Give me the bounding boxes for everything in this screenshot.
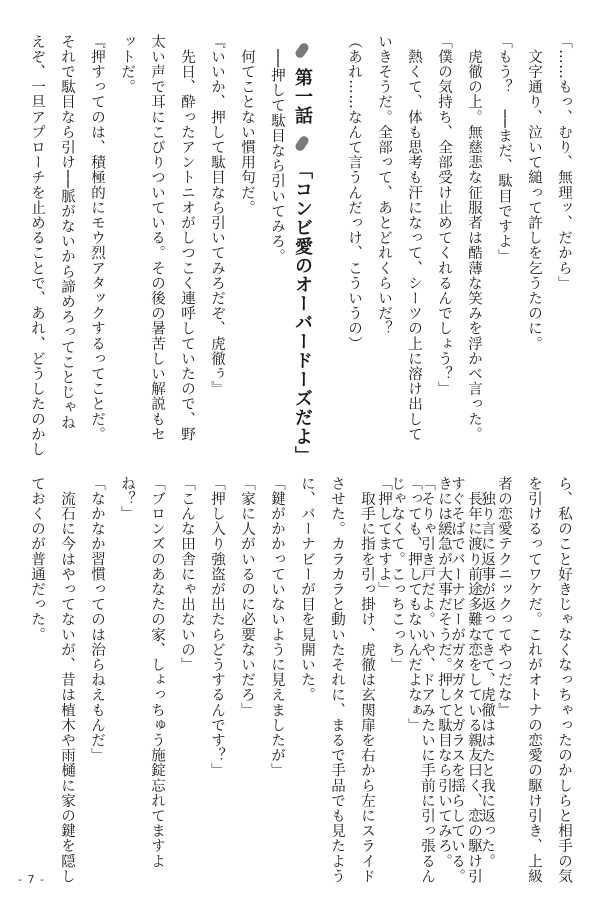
text-line: 取手に指を引っ掛け、虎徹は玄関扉を右から左にスライド: [359, 476, 375, 884]
text-line: させた。カラカラと動いたそれに、まるで手品でも見たよう: [329, 476, 345, 884]
text-block-bottom-left: [22, 476, 502, 886]
text-line: （あれ……なんて言うんだっけ、こういうの）: [346, 34, 362, 352]
text-line: 「鍵がかかっていないように見えましたが」: [269, 476, 285, 778]
chapter-title-text: 「コンビ愛のオーバードーズだよ」: [292, 160, 313, 465]
text-line: 者の恋愛テクニックってやつだな』: [496, 476, 512, 718]
text-block-top-left: [22, 34, 292, 457]
text-line: 虎徹の上。無慈悲な征服者は酷薄な笑みを浮かべ言った。: [466, 34, 482, 442]
text-line: 長年に渡り前途多難な恋をしている親友曰く、恋の駆け引: [466, 476, 482, 884]
text-line: 流石に今はやってないが、昔は植木や雨樋に家の鍵を隠し: [59, 476, 75, 884]
text-line: 文字通り、泣いて縋って許しを乞うたのに。: [526, 34, 542, 352]
text-line: 「っても、押してもないんだよなぁ」: [406, 476, 422, 733]
text-line: 「押し入り強盗が出たらどうするんです？」: [209, 476, 225, 778]
text-line: きには緩急が大事だそうだ。押して駄目なら引いてみろ。: [436, 476, 452, 869]
text-line: 「……もっ、むり、無理ッ、だから」: [556, 34, 572, 291]
text-line: じゃなくて。こっちこっち」: [389, 476, 405, 673]
text-line: それで駄目なら引け──脈がないから諦めろってことじゃね: [59, 34, 75, 431]
text-line: 熱くて、体も思考も汗になって、シーツの上に溶け出して: [406, 34, 422, 442]
text-line: 先日、酔ったアントニオがしつこく連呼していたので、野: [179, 34, 195, 442]
text-line: ットだ。: [119, 34, 135, 95]
text-line: 「家に人がいるのに必要ないだろ」: [239, 476, 255, 718]
text-line: 「こんな田舎にゃ出ないの」: [179, 476, 195, 673]
text-line: ね？」: [119, 476, 135, 522]
text-line: に、バーナビーが目を見開いた。: [299, 476, 315, 703]
text-line: 「押してますよ」: [376, 476, 392, 597]
text-line: 「なかなか習慣ってのは治らねえもんだ」: [89, 476, 105, 763]
text-line: 「もう？ ──まだ、駄目ですよ」: [496, 34, 512, 265]
page-number: - 7 -: [18, 873, 45, 886]
text-line: 「僕の気持ち、全部受け止めてくれるんでしょう？」: [436, 34, 452, 397]
text-line: 『押すってのは、積極的にモウ烈アタックするってことだ。: [89, 34, 105, 442]
text-line: 「ブロンズのあなたの家、しょっちゅう施錠忘れてますよ: [149, 476, 165, 869]
text-line: 『いいか、押して駄目なら引いてみろだぞ、虎徹ぅ』: [209, 34, 225, 397]
text-line: ておくのが普通だった。: [29, 476, 45, 643]
text-line: を引けるってワケだ。これがオトナの恋愛の駆け引き、上級: [526, 476, 542, 884]
text-line: えぞ、一旦アプローチを止めることで、あれ、どうしたのかし: [29, 34, 45, 457]
text-line: 独り言に返事が返ってきて、虎徹ははたと我に返った。: [479, 476, 495, 869]
text-line: ──押して駄目なら引いてみろ。: [269, 34, 285, 265]
text-line: すぐそばでバーナビーがガタガタとガラスを揺らしている。: [449, 476, 465, 884]
text-line: 「そりゃ引き戸だよ。いや、ドアみたいに手前に引っ張るん: [419, 476, 435, 884]
capsule-icon: [294, 134, 311, 152]
text-line: いきそうだ。全部って、あとどれくらいだ？: [376, 34, 392, 336]
text-line: 何てことない慣用句だ。: [239, 34, 255, 216]
chapter-label: 第一話: [292, 68, 313, 126]
text-line: ら、私のこと好きじゃなくなっちゃったのかしらと相手の気: [556, 476, 572, 884]
capsule-icon: [294, 41, 311, 59]
text-block-top-right: [339, 34, 579, 444]
text-line: 太い声で耳にこびりついている。その後の暑苦しい解説もセ: [149, 34, 165, 442]
